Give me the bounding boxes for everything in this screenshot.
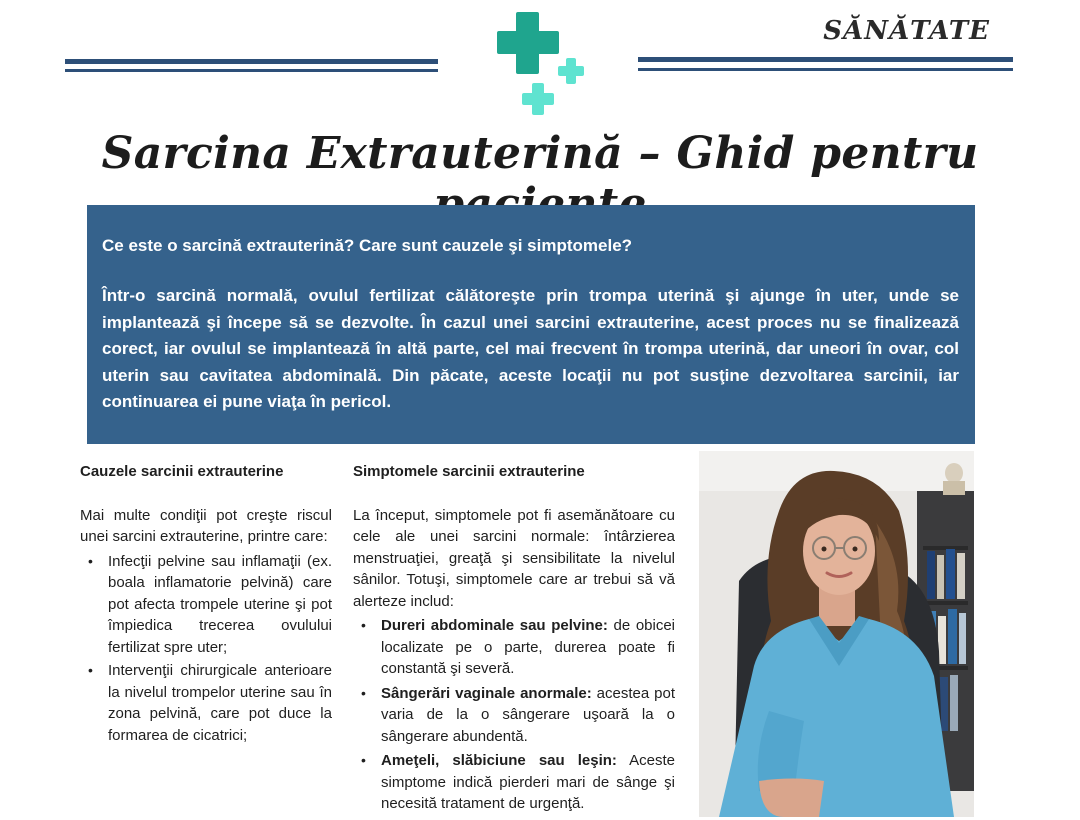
list-item <box>80 551 332 659</box>
symptom-term: Ameţeli, slăbiciune sau leşin: <box>381 752 617 769</box>
causes-column <box>80 459 332 748</box>
list-item <box>353 683 675 748</box>
medical-cross-icon <box>558 58 584 84</box>
symptom-text: de obicei localizate pe o parte, durerea poate fi constantă şi severă. <box>381 617 676 677</box>
medical-cross-icon <box>522 83 554 115</box>
bullet-icon: • <box>88 552 93 569</box>
medical-cross-icon <box>497 12 559 74</box>
symptom-term: Sângerări vaginale anormale: <box>381 684 592 702</box>
causes-list <box>80 551 332 747</box>
intro-question: Ce este o sarcină extrauterină? Care sunt cauzele şi simptomele? <box>102 236 633 255</box>
section-label: SĂNĂTATE <box>823 16 990 46</box>
page-title: Sarcina Extrauterină – Ghid pentru <box>101 128 979 179</box>
bullet-icon: • <box>361 617 366 633</box>
bullet-icon: • <box>88 662 93 678</box>
bullet-icon: • <box>361 752 366 768</box>
intro-paragraph: Într-o sarcină normală, ovulul fertilizat călătoreşte prin trompa uterină şi ajunge în uter, unde se implantează şi începe să se dezvolte. În cazul unei sarcini extrauterine, acest proces nu se finalizează corect, iar ovulul se implantează în altă parte, cel mai frecvent în trompa uterină, dar uneori în ovar, col uterin sau cavitatea abdominală. Din păcate, aceste locaţii nu pot susţine dezvoltarea sarcinii, iar continuarea ei pune viaţa în pericol. <box>102 286 959 411</box>
header-rule-right-bottom <box>638 68 1013 71</box>
list-item <box>353 615 675 680</box>
causes-lead: Mai multe condiţii pot creşte riscul unei sarcini extrauterine, printre care: <box>80 506 332 545</box>
symptom-term: Dureri abdominale sau pelvine: <box>381 617 608 634</box>
symptom-text: Aceste simptome indică pierderi mari de sânge şi necesită tratament de urgenţă. <box>381 752 675 812</box>
intro-box <box>87 205 975 444</box>
list-item <box>80 660 332 746</box>
symptoms-column <box>353 459 675 818</box>
symptoms-list <box>353 615 675 815</box>
symptoms-lead: La început, simptomele pot fi asemănătoare cu cele ale unei sarcini normale: întârzierea menstruaţiei, greaţă şi sensibilitate la nivelul sânilor. Totuşi, simptomele care ar trebui să vă alerteze includ: <box>353 506 675 610</box>
portrait-illustration <box>699 451 974 817</box>
portrait-photo <box>699 451 974 817</box>
header-rule-left-top <box>65 59 438 64</box>
symptoms-heading: Simptomele sarcinii extrauterine <box>353 463 585 480</box>
bullet-icon: • <box>361 684 366 701</box>
list-item <box>353 750 675 815</box>
list-item-text: Intervenţii chirurgicale anterioare la nivelul trompelor uterine sau în zona pelvină, care pot duce la formarea de cicatrici; <box>108 662 332 744</box>
symptom-text: acestea pot varia de la o sângerare uşoară la o sângerare abundentă. <box>381 684 675 745</box>
list-item-text: Infecţii pelvine sau inflamaţii (ex. boala inflamatorie pelvină) care pot afecta trompele uterine şi pot împiedica trecerea ovulului fertilizat spre uter; <box>108 552 332 656</box>
causes-heading: Cauzele sarcinii extrauterine <box>80 463 284 480</box>
header-rule-left-bottom <box>65 69 438 72</box>
header-rule-right-top <box>638 57 1013 62</box>
